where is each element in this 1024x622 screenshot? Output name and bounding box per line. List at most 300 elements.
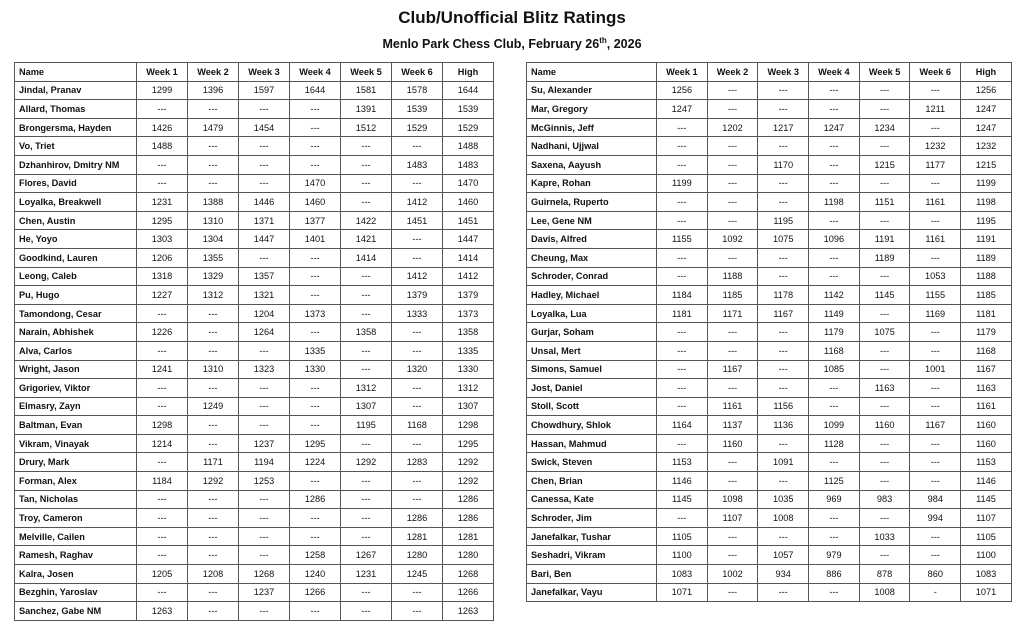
rating-week-3: 1194 [239, 453, 290, 472]
player-name: Canessa, Kate [527, 490, 657, 509]
rating-week-1: 1083 [657, 565, 708, 584]
rating-week-2: --- [707, 472, 758, 491]
rating-week-2: 1171 [188, 453, 239, 472]
player-name: Kalra, Josen [15, 565, 137, 584]
rating-week-3: 1136 [758, 416, 809, 435]
rating-week-4: 1096 [809, 230, 860, 249]
rating-week-4: 979 [809, 546, 860, 565]
rating-week-2: 1107 [707, 509, 758, 528]
rating-week-1: --- [657, 193, 708, 212]
player-name: Janefalkar, Vayu [527, 583, 657, 602]
rating-week-1: --- [657, 155, 708, 174]
rating-week-2: 1396 [188, 81, 239, 100]
rating-week-3: --- [758, 379, 809, 398]
player-name: Saxena, Aayush [527, 155, 657, 174]
rating-week-6: --- [392, 230, 443, 249]
rating-week-3: --- [758, 434, 809, 453]
rating-week-3: 1268 [239, 565, 290, 584]
rating-week-4: 1142 [809, 286, 860, 305]
rating-week-4: --- [809, 174, 860, 193]
rating-week-3: 1357 [239, 267, 290, 286]
table-row [15, 397, 494, 416]
player-name: Bezghin, Yaroslav [15, 583, 137, 602]
rating-week-1: 1205 [137, 565, 188, 584]
rating-high: 1071 [961, 583, 1012, 602]
rating-week-5: --- [859, 434, 910, 453]
rating-week-6: 1283 [392, 453, 443, 472]
rating-week-5: --- [859, 509, 910, 528]
rating-week-3: 1446 [239, 193, 290, 212]
rating-week-5: --- [341, 472, 392, 491]
rating-week-3: 1454 [239, 118, 290, 137]
rating-week-3: 1237 [239, 583, 290, 602]
rating-week-1: 1146 [657, 472, 708, 491]
rating-week-2: --- [188, 434, 239, 453]
player-name: Kapre, Rohan [527, 174, 657, 193]
rating-high: 1160 [961, 434, 1012, 453]
rating-week-5: 1151 [859, 193, 910, 212]
rating-week-4: --- [809, 583, 860, 602]
table-row [15, 472, 494, 491]
rating-week-6: --- [392, 583, 443, 602]
table-row [15, 286, 494, 305]
player-name: Guirnela, Ruperto [527, 193, 657, 212]
table-row [15, 118, 494, 137]
rating-week-5: --- [859, 453, 910, 472]
rating-high: 1460 [443, 193, 494, 212]
player-name: Melville, Cailen [15, 527, 137, 546]
table-row [527, 379, 1012, 398]
rating-high: 1414 [443, 248, 494, 267]
rating-week-2: --- [707, 341, 758, 360]
rating-week-1: --- [137, 546, 188, 565]
rating-week-2: 1310 [188, 211, 239, 230]
rating-high: 1107 [961, 509, 1012, 528]
table-row [15, 174, 494, 193]
table-row [527, 397, 1012, 416]
player-name: Narain, Abhishek [15, 323, 137, 342]
rating-week-3: --- [758, 248, 809, 267]
rating-week-3: 1195 [758, 211, 809, 230]
rating-week-4: 1179 [809, 323, 860, 342]
rating-week-4: --- [809, 527, 860, 546]
player-name: Allard, Thomas [15, 100, 137, 119]
player-name: Brongersma, Hayden [15, 118, 137, 137]
rating-week-1: --- [137, 527, 188, 546]
rating-high: 1199 [961, 174, 1012, 193]
table-row [527, 509, 1012, 528]
rating-high: 1168 [961, 341, 1012, 360]
table-row [527, 304, 1012, 323]
player-name: Seshadri, Vikram [527, 546, 657, 565]
rating-high: 1179 [961, 323, 1012, 342]
table-row [527, 155, 1012, 174]
player-name: Alva, Carlos [15, 341, 137, 360]
rating-week-3: 1253 [239, 472, 290, 491]
rating-week-4: --- [290, 323, 341, 342]
rating-week-1: 1214 [137, 434, 188, 453]
rating-week-4: --- [809, 379, 860, 398]
rating-week-6: 1412 [392, 267, 443, 286]
rating-week-1: --- [657, 434, 708, 453]
rating-week-4: 1470 [290, 174, 341, 193]
rating-week-1: 1247 [657, 100, 708, 119]
rating-week-1: 1105 [657, 527, 708, 546]
rating-week-3: --- [239, 174, 290, 193]
rating-week-3: --- [758, 360, 809, 379]
table-row [15, 211, 494, 230]
rating-week-6: 1167 [910, 416, 961, 435]
player-name: Su, Alexander [527, 81, 657, 100]
player-name: Flores, David [15, 174, 137, 193]
rating-week-3: --- [239, 527, 290, 546]
column-header-name: Name [15, 63, 137, 82]
rating-high: 1163 [961, 379, 1012, 398]
rating-week-1: --- [137, 341, 188, 360]
rating-week-4: --- [809, 81, 860, 100]
player-name: Grigoriev, Viktor [15, 379, 137, 398]
rating-week-3: 1156 [758, 397, 809, 416]
rating-week-4: --- [290, 379, 341, 398]
rating-week-1: 1184 [657, 286, 708, 305]
rating-week-2: 1188 [707, 267, 758, 286]
table-row [15, 323, 494, 342]
rating-week-6: --- [910, 211, 961, 230]
player-name: Schroder, Jim [527, 509, 657, 528]
table-row [527, 174, 1012, 193]
table-row [527, 193, 1012, 212]
table-row [15, 434, 494, 453]
table-row [527, 211, 1012, 230]
column-header-week-2: Week 2 [707, 63, 758, 82]
rating-week-2: --- [188, 379, 239, 398]
rating-week-2: --- [188, 527, 239, 546]
table-row [15, 155, 494, 174]
player-name: Troy, Cameron [15, 509, 137, 528]
player-name: McGinnis, Jeff [527, 118, 657, 137]
rating-week-1: --- [137, 379, 188, 398]
column-header-week-2: Week 2 [188, 63, 239, 82]
player-name: Tamondong, Cesar [15, 304, 137, 323]
player-name: Dzhanhirov, Dmitry NM [15, 155, 137, 174]
rating-week-5: 1307 [341, 397, 392, 416]
rating-week-5: 1215 [859, 155, 910, 174]
rating-week-6: 1333 [392, 304, 443, 323]
player-name: He, Yoyo [15, 230, 137, 249]
player-name: Vo, Triet [15, 137, 137, 156]
table-row [15, 602, 494, 621]
ratings-table-left [14, 62, 494, 621]
rating-week-5: 1145 [859, 286, 910, 305]
rating-week-2: --- [707, 193, 758, 212]
rating-high: 1145 [961, 490, 1012, 509]
table-row [527, 248, 1012, 267]
rating-week-6: --- [910, 174, 961, 193]
rating-week-1: 1488 [137, 137, 188, 156]
rating-week-5: 1391 [341, 100, 392, 119]
rating-high: 1358 [443, 323, 494, 342]
table-row [15, 341, 494, 360]
subtitle-year: , 2026 [606, 37, 642, 52]
rating-week-4: --- [290, 509, 341, 528]
rating-week-3: 1170 [758, 155, 809, 174]
rating-high: 1451 [443, 211, 494, 230]
player-name: Mar, Gregory [527, 100, 657, 119]
rating-week-2: --- [707, 211, 758, 230]
rating-week-1: --- [137, 583, 188, 602]
rating-week-4: 1330 [290, 360, 341, 379]
column-header-week-4: Week 4 [290, 63, 341, 82]
rating-week-1: --- [657, 248, 708, 267]
rating-high: 1644 [443, 81, 494, 100]
rating-week-2: 1137 [707, 416, 758, 435]
rating-high: 1312 [443, 379, 494, 398]
rating-week-6: 1001 [910, 360, 961, 379]
rating-week-6: --- [392, 341, 443, 360]
rating-week-6: 1177 [910, 155, 961, 174]
rating-week-2: 1185 [707, 286, 758, 305]
table-row [15, 490, 494, 509]
rating-week-4: 1247 [809, 118, 860, 137]
rating-week-5: 1267 [341, 546, 392, 565]
rating-week-5: 1195 [341, 416, 392, 435]
rating-week-3: 1217 [758, 118, 809, 137]
rating-week-3: 1371 [239, 211, 290, 230]
table-row [527, 100, 1012, 119]
column-header-week-1: Week 1 [657, 63, 708, 82]
table-header-row [527, 63, 1012, 82]
rating-week-4: 1460 [290, 193, 341, 212]
rating-high: 1295 [443, 434, 494, 453]
rating-week-5: 1581 [341, 81, 392, 100]
player-name: Cheung, Max [527, 248, 657, 267]
player-name: Unsal, Mert [527, 341, 657, 360]
rating-high: 1189 [961, 248, 1012, 267]
rating-high: 1335 [443, 341, 494, 360]
table-row [527, 230, 1012, 249]
rating-high: 1483 [443, 155, 494, 174]
rating-week-1: --- [137, 397, 188, 416]
rating-week-6: --- [392, 397, 443, 416]
rating-week-1: --- [657, 397, 708, 416]
rating-week-1: --- [657, 267, 708, 286]
table-row [15, 527, 494, 546]
rating-week-3: --- [758, 193, 809, 212]
rating-week-5: --- [859, 100, 910, 119]
column-header-week-4: Week 4 [809, 63, 860, 82]
table-row [527, 118, 1012, 137]
rating-week-6: --- [392, 248, 443, 267]
rating-week-2: 1208 [188, 565, 239, 584]
rating-week-6: --- [910, 341, 961, 360]
rating-week-2: 1479 [188, 118, 239, 137]
rating-week-1: 1263 [137, 602, 188, 621]
rating-week-6: --- [910, 472, 961, 491]
rating-week-4: --- [809, 211, 860, 230]
rating-week-2: 1292 [188, 472, 239, 491]
rating-week-3: --- [758, 323, 809, 342]
rating-high: 1191 [961, 230, 1012, 249]
rating-high: 1281 [443, 527, 494, 546]
rating-week-2: 1312 [188, 286, 239, 305]
rating-week-4: 1295 [290, 434, 341, 453]
rating-week-4: 1377 [290, 211, 341, 230]
rating-week-2: --- [188, 174, 239, 193]
rating-week-5: 878 [859, 565, 910, 584]
rating-week-3: 1597 [239, 81, 290, 100]
rating-week-1: 1184 [137, 472, 188, 491]
rating-week-5: 983 [859, 490, 910, 509]
rating-week-1: --- [657, 118, 708, 137]
player-name: Vikram, Vinayak [15, 434, 137, 453]
rating-week-4: --- [809, 155, 860, 174]
rating-week-2: --- [707, 323, 758, 342]
rating-week-4: 1198 [809, 193, 860, 212]
rating-week-4: 886 [809, 565, 860, 584]
table-row [15, 360, 494, 379]
rating-week-2: --- [707, 137, 758, 156]
column-header-week-1: Week 1 [137, 63, 188, 82]
player-name: Davis, Alfred [527, 230, 657, 249]
rating-week-2: --- [707, 546, 758, 565]
rating-week-4: 1266 [290, 583, 341, 602]
table-row [527, 360, 1012, 379]
rating-week-3: --- [239, 155, 290, 174]
rating-high: 1286 [443, 509, 494, 528]
rating-week-6: 1379 [392, 286, 443, 305]
rating-week-2: --- [188, 341, 239, 360]
rating-week-1: 1145 [657, 490, 708, 509]
rating-week-1: 1206 [137, 248, 188, 267]
rating-week-4: 1224 [290, 453, 341, 472]
rating-week-4: 1401 [290, 230, 341, 249]
rating-week-1: --- [137, 453, 188, 472]
player-name: Tan, Nicholas [15, 490, 137, 509]
rating-week-2: --- [707, 174, 758, 193]
rating-week-4: --- [290, 397, 341, 416]
rating-week-1: 1256 [657, 81, 708, 100]
rating-high: 1488 [443, 137, 494, 156]
table-row [527, 527, 1012, 546]
rating-week-6: 1161 [910, 193, 961, 212]
rating-week-3: 1237 [239, 434, 290, 453]
rating-week-5: 1512 [341, 118, 392, 137]
table-row [527, 416, 1012, 435]
rating-week-5: --- [859, 546, 910, 565]
table-row [15, 546, 494, 565]
rating-week-4: --- [290, 286, 341, 305]
rating-week-1: --- [137, 490, 188, 509]
rating-week-2: 1249 [188, 397, 239, 416]
rating-week-2: --- [188, 323, 239, 342]
rating-high: 1539 [443, 100, 494, 119]
rating-week-5: 1234 [859, 118, 910, 137]
rating-week-1: 1199 [657, 174, 708, 193]
rating-week-5: --- [859, 211, 910, 230]
rating-week-1: --- [137, 155, 188, 174]
rating-week-5: --- [341, 527, 392, 546]
rating-high: 1195 [961, 211, 1012, 230]
rating-week-2: 1002 [707, 565, 758, 584]
table-row [527, 546, 1012, 565]
rating-week-2: 1098 [707, 490, 758, 509]
rating-week-3: --- [239, 341, 290, 360]
rating-week-6: 1280 [392, 546, 443, 565]
rating-week-4: --- [290, 602, 341, 621]
rating-week-4: --- [290, 416, 341, 435]
rating-week-1: 1227 [137, 286, 188, 305]
rating-week-3: 1323 [239, 360, 290, 379]
rating-week-5: --- [859, 81, 910, 100]
rating-week-1: 1295 [137, 211, 188, 230]
rating-week-4: --- [809, 100, 860, 119]
rating-high: 1379 [443, 286, 494, 305]
rating-high: 1185 [961, 286, 1012, 305]
rating-week-3: 1321 [239, 286, 290, 305]
rating-week-5: --- [859, 472, 910, 491]
rating-high: 1105 [961, 527, 1012, 546]
rating-week-5: 1422 [341, 211, 392, 230]
rating-week-6: 1245 [392, 565, 443, 584]
rating-week-4: --- [290, 472, 341, 491]
rating-week-4: 1125 [809, 472, 860, 491]
rating-week-1: 1226 [137, 323, 188, 342]
rating-week-5: --- [341, 360, 392, 379]
rating-week-3: --- [239, 509, 290, 528]
player-name: Chen, Austin [15, 211, 137, 230]
rating-high: 1247 [961, 118, 1012, 137]
rating-week-4: --- [290, 527, 341, 546]
rating-week-3: 934 [758, 565, 809, 584]
rating-week-4: --- [809, 137, 860, 156]
player-name: Chowdhury, Shlok [527, 416, 657, 435]
rating-week-5: --- [859, 137, 910, 156]
rating-week-4: --- [809, 509, 860, 528]
rating-week-5: --- [341, 434, 392, 453]
rating-week-2: --- [707, 583, 758, 602]
rating-week-1: --- [137, 509, 188, 528]
rating-week-5: --- [341, 490, 392, 509]
rating-week-3: 1091 [758, 453, 809, 472]
player-name: Drury, Mark [15, 453, 137, 472]
rating-week-6: --- [392, 323, 443, 342]
rating-week-1: --- [657, 211, 708, 230]
rating-week-1: --- [657, 379, 708, 398]
table-row [527, 453, 1012, 472]
rating-week-6: 1168 [392, 416, 443, 435]
rating-week-6: --- [392, 434, 443, 453]
rating-high: 1330 [443, 360, 494, 379]
rating-week-5: --- [859, 174, 910, 193]
table-row [527, 323, 1012, 342]
rating-week-3: --- [758, 81, 809, 100]
rating-week-2: --- [707, 527, 758, 546]
rating-week-2: --- [707, 453, 758, 472]
rating-week-6: 984 [910, 490, 961, 509]
column-header-high: High [961, 63, 1012, 82]
rating-week-3: --- [239, 602, 290, 621]
rating-week-2: 1160 [707, 434, 758, 453]
rating-week-2: 1355 [188, 248, 239, 267]
player-name: Schroder, Conrad [527, 267, 657, 286]
rating-week-2: 1202 [707, 118, 758, 137]
rating-week-6: 994 [910, 509, 961, 528]
rating-week-5: 1008 [859, 583, 910, 602]
table-row [15, 248, 494, 267]
rating-week-4: --- [290, 137, 341, 156]
rating-week-5: --- [341, 267, 392, 286]
player-name: Pu, Hugo [15, 286, 137, 305]
